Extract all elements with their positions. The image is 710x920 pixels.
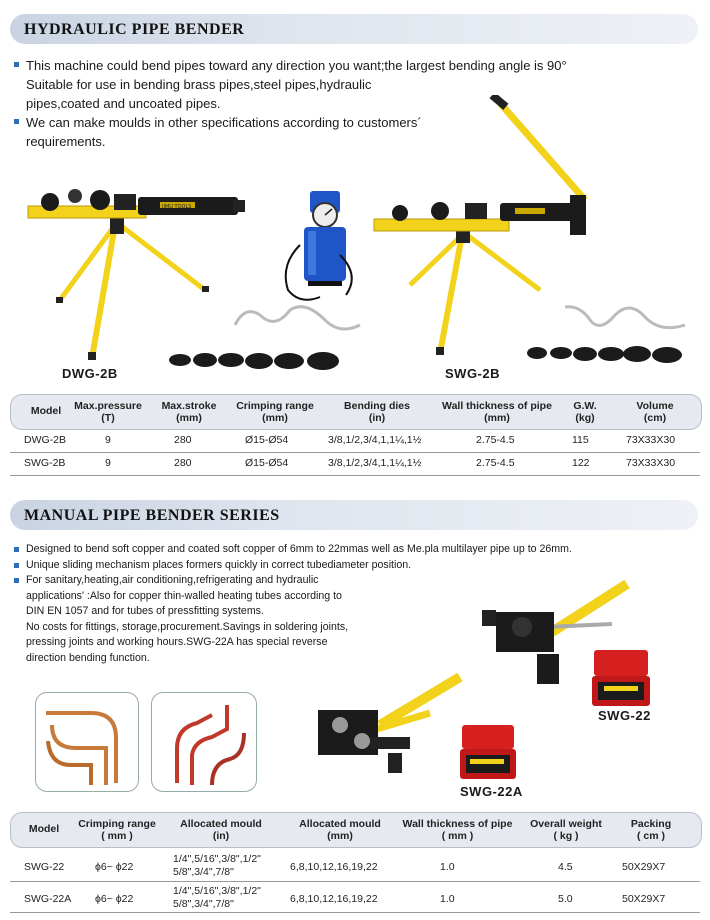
column-header: Allocated mould (mm) (299, 818, 381, 842)
list-item: DIN EN 1057 and for tubes of pressfitting systems. (26, 605, 264, 617)
section-title-manual: MANUAL PIPE BENDER SERIES (24, 507, 280, 524)
swg-22a-case-photo (458, 723, 518, 781)
column-header: Max.pressure (T) (74, 400, 142, 424)
list-item: No costs for fittings, storage,procurement.Savings in soldering joints, (26, 620, 349, 633)
column-header: Wall thickness of pipe ( mm ) (402, 818, 513, 842)
column-header: G.W. (kg) (573, 400, 597, 424)
list-item: pressing joints and working hours.SWG-22A has special reverse (26, 636, 328, 648)
sample-pipe-dies-right (525, 295, 695, 370)
column-header: Bending dies (in) (344, 400, 410, 424)
electric-pump-photo (280, 185, 360, 310)
column-header: Allocated mould (in) (180, 818, 262, 842)
column-header: Crimping range (mm) (236, 400, 314, 424)
swg-22a-bender-photo (310, 665, 470, 785)
column-header: Packing ( cm ) (630, 818, 672, 842)
column-header: Crimping range ( mm ) (78, 818, 156, 842)
section-title-hydraulic: HYDRAULIC PIPE BENDER (24, 21, 245, 38)
model-label-swg-22: SWG-22 (598, 708, 651, 723)
list-item: This machine could bend pipes toward any direction you want;the largest bending angle is 90° Suitable for use in bending brass pipes,steel pipes,hydraulic pipes,coated and uncoated pipes. (14, 56, 654, 113)
column-header: Wall thickness of pipe (mm) (442, 400, 552, 424)
model-label-swg-22a: SWG-22A (460, 784, 523, 799)
column-header: Max.stroke (mm) (161, 400, 217, 424)
list-item: Designed to bend soft copper and coated soft copper of 6mm to 22mmas well as Me.pla multilayer pipe up to 26mm. (14, 542, 634, 558)
column-header: Model (28, 823, 60, 835)
column-header: Model (30, 405, 62, 417)
list-item: For sanitary,heating,air conditioning,refrigerating and hydraulic (14, 573, 634, 589)
bent-pipe-sample-thumbnail (151, 692, 257, 792)
column-header: Volume (cm) (636, 400, 674, 424)
model-label-dwg-2b: DWG-2B (62, 366, 118, 381)
brand-label: JIMU TOOLS (162, 204, 192, 210)
list-item: We can make moulds in other specifications according to customers´ requirements. (14, 113, 654, 151)
bent-pipe-sample-thumbnail (35, 692, 139, 792)
column-header: Overall weight ( kg ) (530, 818, 602, 842)
model-label-swg-2b: SWG-2B (445, 366, 500, 381)
list-item: Unique sliding mechanism places formers quickly in correct tubediameter position. (14, 558, 634, 574)
swg-22-case-photo (590, 648, 652, 708)
sample-pipe-dies-left (165, 295, 365, 375)
list-item: applications' :Also for copper thin-walled heating tubes according to (26, 589, 342, 602)
list-item: direction bending function. (26, 651, 150, 664)
